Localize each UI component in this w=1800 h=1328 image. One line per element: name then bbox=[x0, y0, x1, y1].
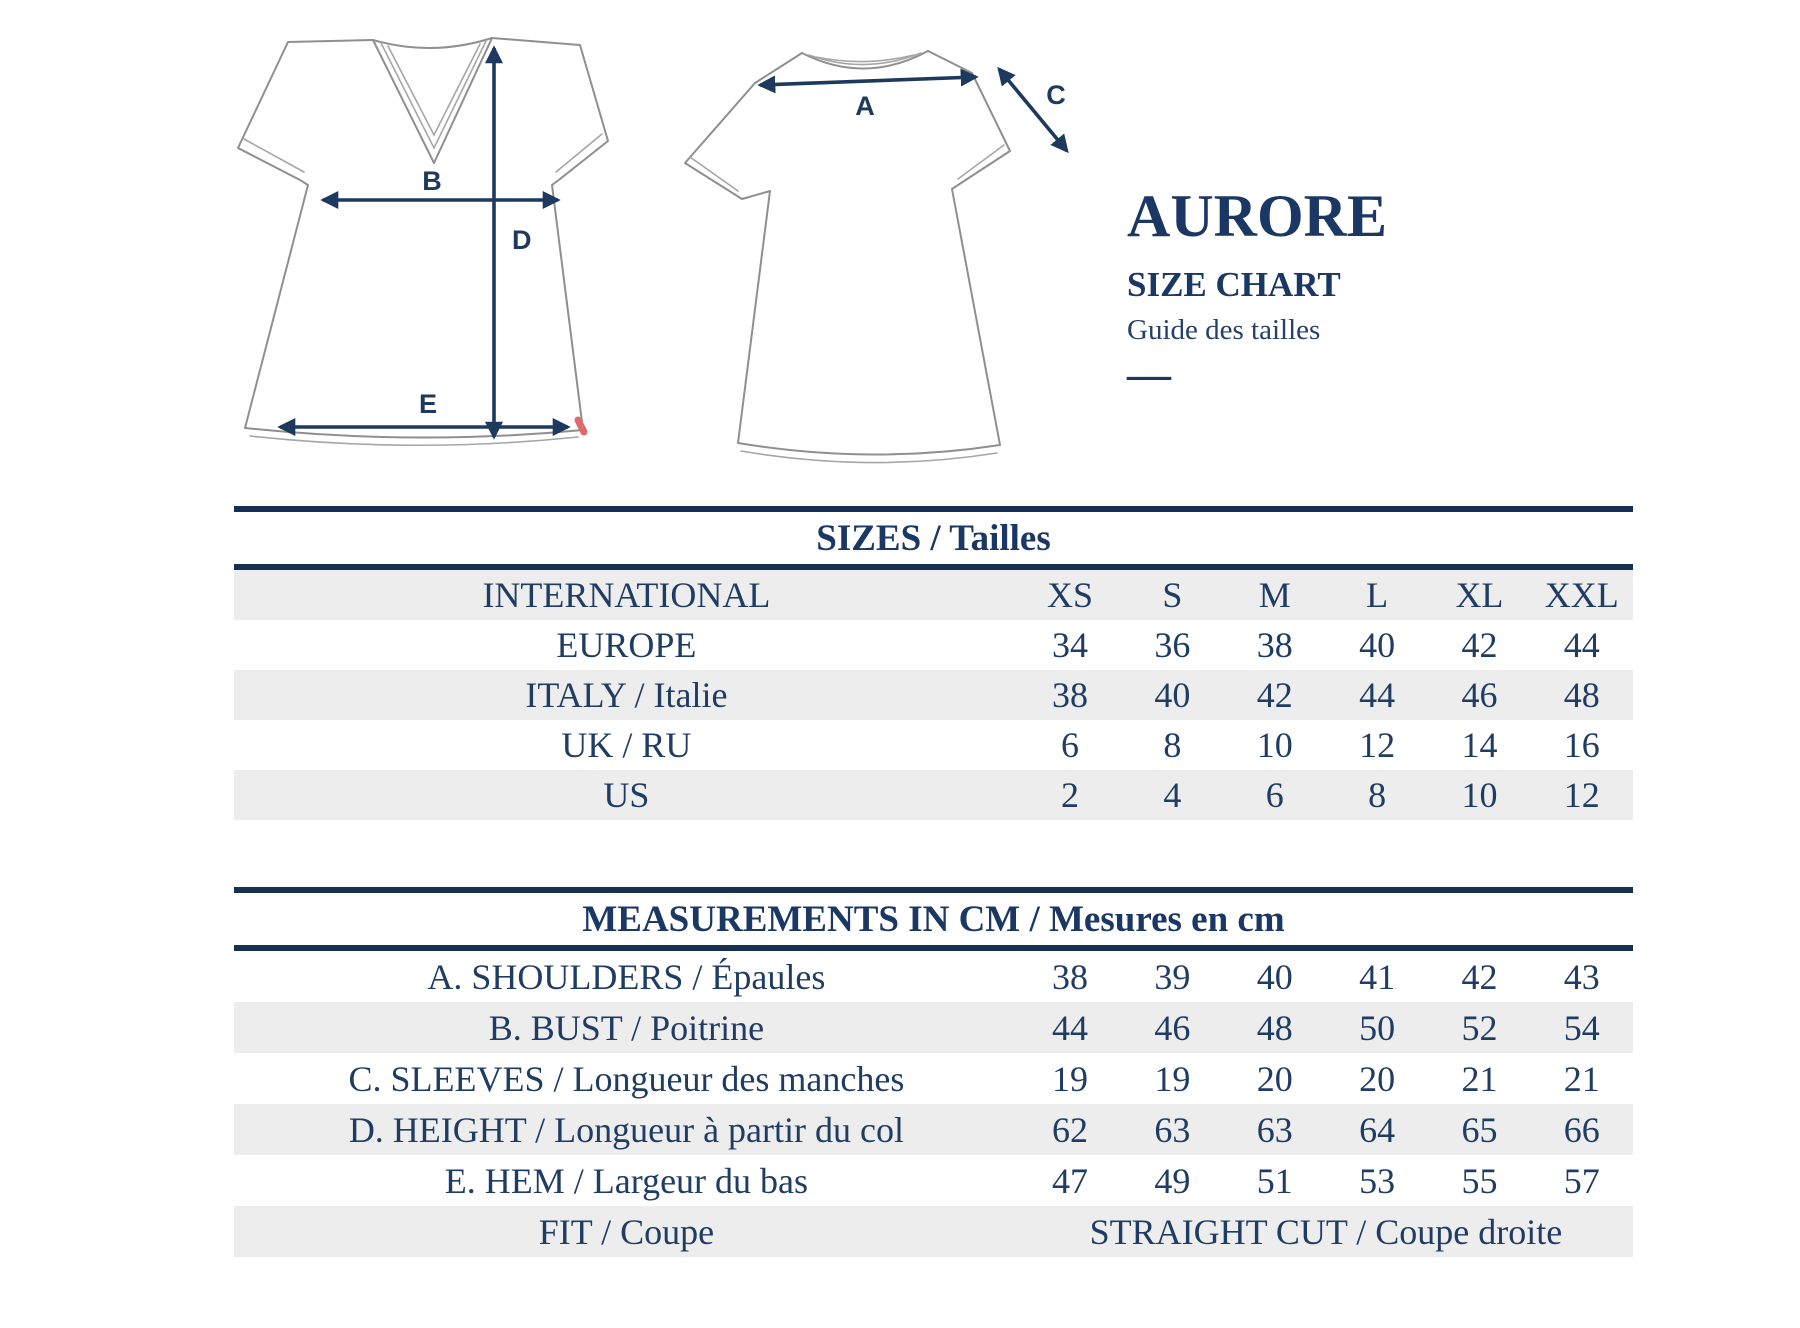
measure-value: 40 bbox=[1256, 956, 1293, 997]
measure-value: 43 bbox=[1563, 956, 1600, 997]
measure-value: 20 bbox=[1359, 1058, 1396, 1099]
size-value: 6 bbox=[1061, 725, 1079, 765]
measure-value: 39 bbox=[1154, 956, 1191, 997]
row-label: EUROPE bbox=[556, 625, 697, 665]
table-row-hem bbox=[234, 1155, 1633, 1206]
size-value: 12 bbox=[1563, 775, 1600, 815]
front-shirt-outline bbox=[238, 38, 608, 445]
size-value: 40 bbox=[1359, 625, 1396, 665]
size-value: XS bbox=[1046, 575, 1094, 615]
row-label: UK / RU bbox=[561, 725, 692, 765]
row-label: INTERNATIONAL bbox=[482, 575, 771, 615]
shoulder-width-arrow bbox=[760, 77, 976, 85]
measure-value: 64 bbox=[1359, 1109, 1396, 1150]
size-value: 8 bbox=[1163, 725, 1182, 765]
size-value: XXL bbox=[1544, 575, 1619, 615]
size-value: 12 bbox=[1359, 725, 1396, 765]
size-value: 34 bbox=[1052, 625, 1088, 665]
fit-value: STRAIGHT CUT / Coupe droite bbox=[1089, 1211, 1563, 1252]
size-value: S bbox=[1162, 575, 1183, 615]
table-row-us bbox=[234, 770, 1633, 820]
sizes-table-header: SIZES / Tailles bbox=[816, 517, 1051, 559]
measure-value: 19 bbox=[1154, 1058, 1191, 1099]
measure-value: 21 bbox=[1563, 1058, 1600, 1099]
measure-value: 54 bbox=[1563, 1007, 1600, 1048]
table-row-shoulders bbox=[234, 951, 1633, 1002]
measure-value: 42 bbox=[1461, 956, 1498, 997]
measure-value: 65 bbox=[1461, 1109, 1498, 1150]
measure-value: 41 bbox=[1359, 956, 1396, 997]
measurements-table bbox=[234, 887, 1633, 1257]
measure-value: 46 bbox=[1154, 1007, 1191, 1048]
measure-value: 66 bbox=[1563, 1109, 1600, 1150]
size-value: 40 bbox=[1154, 675, 1191, 715]
row-label: FIT / Coupe bbox=[538, 1211, 715, 1252]
measure-value: 55 bbox=[1461, 1160, 1498, 1201]
table-row-europe bbox=[234, 620, 1633, 670]
measure-value: 21 bbox=[1461, 1058, 1498, 1099]
row-label: US bbox=[603, 775, 650, 815]
size-value: 2 bbox=[1061, 775, 1079, 815]
page-title: AURORE bbox=[1127, 183, 1388, 249]
measure-value: 38 bbox=[1052, 956, 1088, 997]
row-label: E. HEM / Largeur du bas bbox=[444, 1160, 809, 1201]
shoulders-arrow-label: A bbox=[855, 91, 875, 121]
table-row-italy bbox=[234, 670, 1633, 720]
size-value: L bbox=[1366, 575, 1389, 615]
sizes-table bbox=[234, 506, 1633, 820]
size-value: 42 bbox=[1461, 625, 1498, 665]
size-value: 14 bbox=[1461, 725, 1498, 765]
row-label: ITALY / Italie bbox=[525, 675, 728, 715]
size-value: 38 bbox=[1052, 675, 1088, 715]
measure-value: 62 bbox=[1052, 1109, 1088, 1150]
row-label: D. HEIGHT / Longueur à partir du col bbox=[348, 1109, 904, 1150]
measure-value: 51 bbox=[1256, 1160, 1293, 1201]
size-value: M bbox=[1258, 575, 1291, 615]
table-row-height bbox=[234, 1104, 1633, 1155]
size-value: 10 bbox=[1461, 775, 1498, 815]
size-value: 46 bbox=[1461, 675, 1498, 715]
measure-value: 50 bbox=[1359, 1007, 1396, 1048]
size-value: 16 bbox=[1563, 725, 1600, 765]
hem-arrow-label: E bbox=[418, 389, 438, 419]
table-row-bust bbox=[234, 1002, 1633, 1053]
size-value: 36 bbox=[1154, 625, 1191, 665]
measure-value: 20 bbox=[1256, 1058, 1293, 1099]
measure-value: 53 bbox=[1359, 1160, 1396, 1201]
size-value: 48 bbox=[1563, 675, 1600, 715]
height-arrow-label: D bbox=[512, 225, 532, 255]
back-shirt-outline bbox=[685, 51, 1010, 463]
size-value: 42 bbox=[1256, 675, 1293, 715]
size-value: 4 bbox=[1163, 775, 1182, 815]
row-label: B. BUST / Poitrine bbox=[488, 1007, 765, 1048]
measurement-arrows bbox=[280, 48, 1067, 437]
table-row-fit bbox=[234, 1206, 1633, 1257]
size-chart-label: SIZE CHART bbox=[1127, 265, 1341, 304]
row-label: A. SHOULDERS / Épaules bbox=[427, 956, 826, 997]
measure-value: 48 bbox=[1256, 1007, 1293, 1048]
measure-value: 63 bbox=[1154, 1109, 1191, 1150]
measure-value: 57 bbox=[1563, 1160, 1600, 1201]
shirt-measurement-diagram bbox=[210, 15, 1110, 475]
measure-value: 19 bbox=[1052, 1058, 1088, 1099]
size-value: 10 bbox=[1256, 725, 1293, 765]
measure-value: 47 bbox=[1052, 1160, 1088, 1201]
measure-value: 63 bbox=[1256, 1109, 1293, 1150]
title-block: AURORE SIZE CHART Guide des tailles — bbox=[1127, 183, 1388, 399]
size-value: 44 bbox=[1359, 675, 1396, 715]
table-row-international bbox=[234, 570, 1633, 620]
measurements-table-header: MEASUREMENTS IN CM / Mesures en cm bbox=[582, 898, 1285, 940]
table-row-sleeves bbox=[234, 1053, 1633, 1104]
size-chart-label-fr: Guide des tailles bbox=[1127, 314, 1321, 346]
size-value: 44 bbox=[1563, 625, 1600, 665]
sleeve-arrow-label: C bbox=[1046, 80, 1066, 110]
size-value: 6 bbox=[1265, 775, 1284, 815]
table-row-uk bbox=[234, 720, 1633, 770]
measure-value: 49 bbox=[1154, 1160, 1191, 1201]
measure-value: 52 bbox=[1461, 1007, 1498, 1048]
measure-value: 44 bbox=[1052, 1007, 1088, 1048]
bust-arrow-label: B bbox=[422, 166, 442, 196]
size-value: 38 bbox=[1256, 625, 1293, 665]
size-value: 8 bbox=[1368, 775, 1387, 815]
row-label: C. SLEEVES / Longueur des manches bbox=[348, 1058, 905, 1099]
size-value: XL bbox=[1455, 575, 1504, 615]
